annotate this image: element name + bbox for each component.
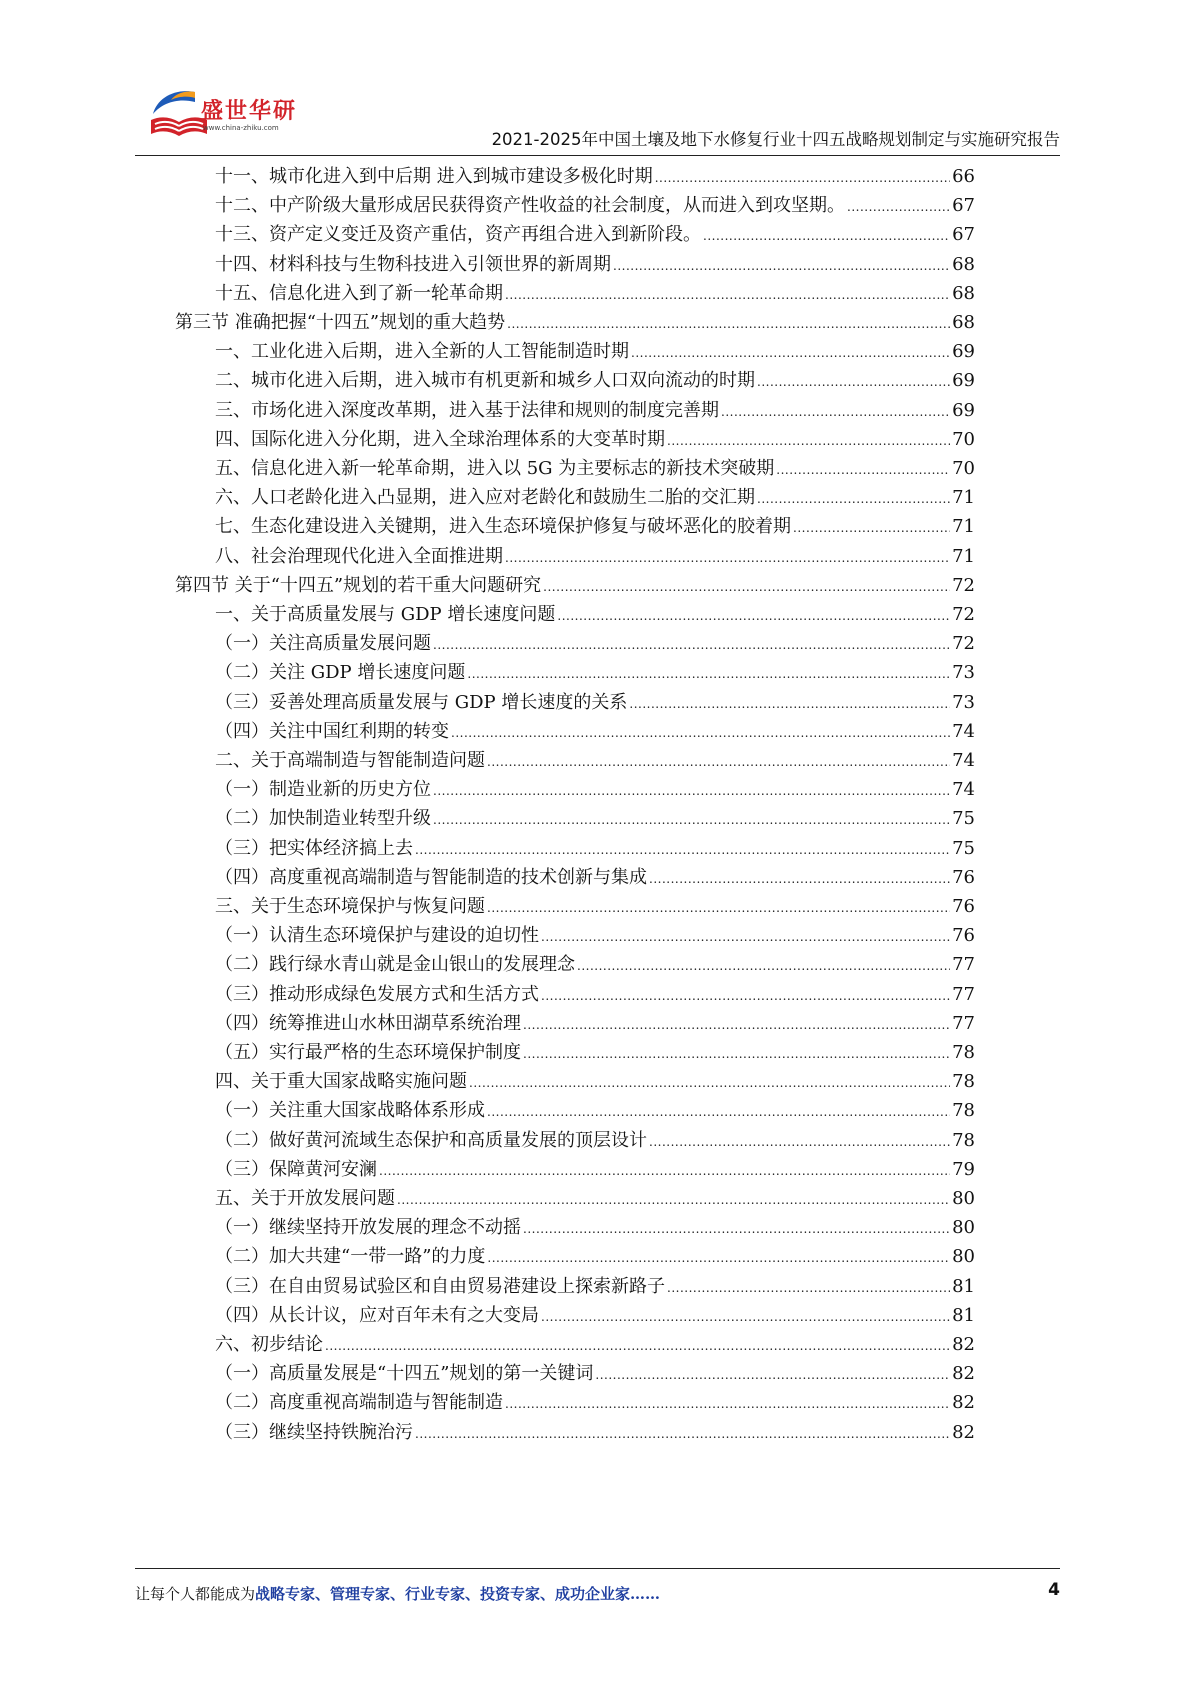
toc-entry[interactable] — [215, 630, 975, 658]
toc-leader-dots — [507, 310, 950, 338]
toc-entry[interactable] — [175, 572, 975, 600]
toc-entry-page: 72 — [952, 604, 975, 625]
toc-entry-page: 75 — [952, 837, 975, 859]
toc-entry-page: 73 — [952, 662, 975, 684]
toc-entry-page: 71 — [952, 545, 975, 567]
toc-entry-page: 66 — [952, 166, 975, 187]
toc-entry[interactable] — [215, 805, 975, 833]
toc-leader-dots — [776, 456, 950, 484]
toc-entry-title: 十五、信息化进入到了新一轮革命期 — [215, 282, 503, 304]
toc-leader-dots — [523, 1215, 950, 1243]
toc-entry[interactable] — [215, 1214, 975, 1242]
toc-entry-title: （一）制造业新的历史方位 — [215, 779, 431, 801]
toc-leader-dots — [433, 631, 950, 659]
toc-entry-page: 78 — [952, 1100, 975, 1122]
toc-entry-page: 76 — [952, 896, 975, 917]
toc-entry-title: 四、国际化进入分化期，进入全球治理体系的大变革时期 — [215, 428, 665, 450]
toc-leader-dots — [577, 952, 950, 980]
toc-entry-title: （一）关注重大国家战略体系形成 — [215, 1100, 485, 1122]
toc-leader-dots — [655, 164, 950, 192]
toc-entry-title: 三、市场化进入深度改革期，进入基于法律和规则的制度完善期 — [215, 399, 719, 421]
toc-entry[interactable] — [215, 280, 975, 308]
toc-entry[interactable] — [215, 659, 975, 687]
toc-entry[interactable] — [215, 893, 975, 921]
toc-entry-page: 69 — [952, 341, 975, 363]
toc-entry-page: 72 — [952, 633, 975, 655]
toc-entry-page: 78 — [952, 1071, 975, 1093]
toc-entry-page: 76 — [952, 925, 975, 947]
toc-entry-page: 67 — [952, 224, 975, 246]
logo-name: 盛世华研 — [201, 99, 298, 124]
page-number: 4 — [1048, 1580, 1060, 1600]
toc-entry[interactable] — [215, 1331, 975, 1359]
toc-leader-dots — [505, 544, 950, 572]
toc-leader-dots — [487, 894, 950, 922]
toc-entry[interactable] — [215, 1039, 975, 1067]
toc-entry-page: 73 — [952, 691, 975, 713]
header-divider — [135, 155, 1060, 156]
toc-leader-dots — [649, 1128, 950, 1156]
toc-entry-page: 75 — [952, 808, 975, 830]
toc-entry[interactable] — [215, 1360, 975, 1388]
toc-leader-dots — [379, 1157, 950, 1185]
toc-entry-page: 76 — [952, 866, 975, 888]
toc-entry-title: 五、信息化进入新一轮革命期，进入以 5G 为主要标志的新技术突破期 — [215, 458, 775, 479]
toc-entry[interactable] — [215, 163, 975, 191]
toc-entry[interactable] — [215, 1273, 975, 1301]
toc-leader-dots — [523, 1011, 950, 1039]
toc-leader-dots — [721, 398, 950, 426]
toc-entry-page: 81 — [952, 1304, 975, 1326]
toc-entry-title: （二）加快制造业转型升级 — [215, 808, 431, 830]
toc-entry-page: 79 — [952, 1158, 975, 1180]
toc-entry-page: 80 — [952, 1217, 975, 1239]
toc-leader-dots — [487, 1244, 950, 1272]
toc-entry-title: （一）关注高质量发展问题 — [215, 633, 431, 655]
toc-entry-title: 十一、城市化进入到中后期 进入到城市建设多极化时期 — [215, 166, 653, 187]
toc-entry-title: 四、关于重大国家战略实施问题 — [215, 1071, 467, 1093]
toc-leader-dots — [793, 514, 950, 542]
toc-entry[interactable] — [215, 367, 975, 395]
toc-leader-dots — [543, 573, 950, 601]
toc-entry-title: （五）实行最严格的生态环境保护制度 — [215, 1042, 521, 1063]
toc-entry[interactable] — [215, 689, 975, 717]
toc-entry[interactable] — [215, 397, 975, 425]
toc-leader-dots — [505, 1390, 950, 1418]
toc-entry-title: （二）做好黄河流域生态保护和高质量发展的顶层设计 — [215, 1129, 647, 1151]
toc-entry-title: （四）统筹推进山水林田湖草系统治理 — [215, 1012, 521, 1034]
toc-entry[interactable] — [175, 309, 975, 337]
toc-entry[interactable] — [215, 1419, 975, 1447]
toc-entry[interactable] — [215, 981, 975, 1009]
company-logo — [135, 78, 305, 148]
toc-entry-page: 68 — [952, 253, 975, 275]
footer-slogan-prefix: 让每个人都能成为 — [135, 1585, 256, 1603]
toc-entry-title: （二）加大共建“一带一路”的力度 — [215, 1246, 486, 1268]
toc-entry-title: （四）关注中国红利期的转变 — [215, 720, 449, 742]
toc-entry-title: 第三节 准确把握“十四五”规划的重大趋势 — [175, 312, 506, 333]
toc-entry-page: 72 — [952, 574, 975, 596]
toc-entry[interactable] — [215, 747, 975, 775]
toc-entry[interactable] — [215, 601, 975, 629]
toc-entry[interactable] — [215, 1068, 975, 1096]
toc-leader-dots — [541, 1303, 950, 1331]
toc-entry-title: （三）保障黄河安澜 — [215, 1158, 377, 1180]
toc-entry-page: 78 — [952, 1129, 975, 1151]
toc-entry-page: 81 — [952, 1275, 975, 1297]
toc-entry-title: 十三、资产定义变迁及资产重估，资产再组合进入到新阶段。 — [215, 224, 701, 246]
toc-entry-title: （一）认清生态环境保护与建设的迫切性 — [215, 925, 539, 947]
toc-entry[interactable] — [215, 922, 975, 950]
toc-entry-title: 五、关于开放发展问题 — [215, 1188, 395, 1209]
toc-entry[interactable] — [215, 251, 975, 279]
toc-entry[interactable] — [215, 1185, 975, 1213]
toc-entry[interactable] — [215, 1010, 975, 1038]
toc-leader-dots — [757, 485, 950, 513]
toc-leader-dots — [523, 1040, 950, 1068]
toc-entry-page: 82 — [952, 1363, 975, 1385]
toc-entry-page: 74 — [952, 720, 975, 742]
toc-entry-title: （三）推动形成绿色发展方式和生活方式 — [215, 983, 539, 1005]
toc-leader-dots — [415, 1420, 950, 1448]
toc-leader-dots — [433, 777, 950, 805]
toc-entry-title: 六、人口老龄化进入凸显期，进入应对老龄化和鼓励生二胎的交汇期 — [215, 487, 755, 509]
toc-leader-dots — [613, 252, 950, 280]
toc-leader-dots — [505, 281, 950, 309]
toc-leader-dots — [757, 368, 950, 396]
toc-entry-title: （三）在自由贸易试验区和自由贸易港建设上探索新路子 — [215, 1275, 665, 1297]
toc-entry[interactable] — [215, 835, 975, 863]
toc-entry[interactable] — [215, 543, 975, 571]
toc-entry-page: 69 — [952, 399, 975, 421]
toc-leader-dots — [487, 1098, 950, 1126]
toc-entry[interactable] — [215, 513, 975, 541]
report-title: 2021-2025年中国土壤及地下水修复行业十四五战略规划制定与实施研究报告 — [491, 130, 1060, 149]
toc-entry-page: 74 — [952, 750, 975, 771]
toc-leader-dots — [667, 427, 950, 455]
toc-entry-page: 71 — [952, 487, 975, 509]
toc-entry[interactable] — [215, 1156, 975, 1184]
toc-entry-page: 70 — [952, 428, 975, 450]
toc-entry-title: （三）继续坚持铁腕治污 — [215, 1421, 413, 1443]
toc-entry-page: 77 — [952, 1012, 975, 1034]
toc-entry-title: （一）高质量发展是“十四五”规划的第一关键词 — [215, 1363, 594, 1385]
toc-leader-dots — [649, 865, 950, 893]
toc-leader-dots — [433, 806, 950, 834]
toc-entry-title: 一、关于高质量发展与 GDP 增长速度问题 — [215, 604, 556, 625]
toc-entry[interactable] — [215, 1127, 975, 1155]
toc-entry[interactable] — [215, 484, 975, 512]
toc-entry-title: （四）从长计议，应对百年未有之大变局 — [215, 1304, 539, 1326]
toc-leader-dots — [847, 193, 950, 221]
toc-entry-page: 78 — [952, 1042, 975, 1063]
toc-leader-dots — [325, 1332, 950, 1360]
toc-entry-title: 二、关于高端制造与智能制造问题 — [215, 750, 485, 771]
toc-entry-page: 82 — [952, 1334, 975, 1355]
toc-entry-title: 六、初步结论 — [215, 1334, 323, 1355]
toc-entry-page: 77 — [952, 983, 975, 1005]
toc-leader-dots — [631, 339, 950, 367]
footer-slogan-highlight: 战略专家、管理专家、行业专家、投资专家、成功企业家…… — [255, 1585, 661, 1603]
toc-leader-dots — [469, 1069, 950, 1097]
toc-entry[interactable] — [215, 221, 975, 249]
toc-entry-title: （三）把实体经济搞上去 — [215, 837, 413, 859]
toc-entry-page: 82 — [952, 1392, 975, 1414]
toc-entry-page: 69 — [952, 370, 975, 392]
toc-entry[interactable] — [215, 1302, 975, 1330]
toc-entry[interactable] — [215, 718, 975, 746]
toc-entry-page: 80 — [952, 1246, 975, 1268]
toc-entry-page: 71 — [952, 516, 975, 538]
toc-leader-dots — [541, 923, 950, 951]
toc-entry[interactable] — [215, 338, 975, 366]
toc-leader-dots — [415, 836, 950, 864]
toc-entry-page: 70 — [952, 458, 975, 479]
toc-leader-dots — [467, 660, 950, 688]
toc-entry[interactable] — [215, 864, 975, 892]
toc-entry[interactable] — [215, 1097, 975, 1125]
toc-entry-title: （二）高度重视高端制造与智能制造 — [215, 1392, 503, 1414]
toc-entry-page: 67 — [952, 195, 975, 217]
toc-entry-title: （二）关注 GDP 增长速度问题 — [215, 662, 466, 684]
toc-entry-page: 82 — [952, 1421, 975, 1443]
toc-entry-title: （四）高度重视高端制造与智能制造的技术创新与集成 — [215, 866, 647, 888]
toc-entry-page: 68 — [952, 312, 975, 333]
toc-entry[interactable] — [215, 1389, 975, 1417]
toc-entry[interactable] — [215, 192, 975, 220]
toc-leader-dots — [629, 690, 950, 718]
toc-entry[interactable] — [215, 1243, 975, 1271]
toc-entry-title: 七、生态化建设进入关键期，进入生态环境保护修复与破坏恶化的胶着期 — [215, 516, 791, 538]
toc-leader-dots — [451, 719, 950, 747]
toc-entry[interactable] — [215, 951, 975, 979]
toc-entry-page: 77 — [952, 954, 975, 976]
toc-entry[interactable] — [215, 426, 975, 454]
toc-entry-title: （三）妥善处理高质量发展与 GDP 增长速度的关系 — [215, 691, 628, 713]
toc-entry-title: 第四节 关于“十四五”规划的若干重大问题研究 — [175, 574, 542, 596]
footer-divider — [135, 1568, 1060, 1569]
toc-entry[interactable] — [215, 776, 975, 804]
toc-leader-dots — [487, 748, 950, 776]
toc-entry-page: 68 — [952, 282, 975, 304]
logo-url: www.china-zhiku.com — [203, 124, 279, 132]
toc-entry-title: 十二、中产阶级大量形成居民获得资产性收益的社会制度，从而进入到攻坚期。 — [215, 195, 845, 217]
toc-entry-title: （二）践行绿水青山就是金山银山的发展理念 — [215, 954, 575, 976]
toc-entry-title: 二、城市化进入后期，进入城市有机更新和城乡人口双向流动的时期 — [215, 370, 755, 392]
toc-entry-page: 80 — [952, 1188, 975, 1209]
toc-entry-page: 74 — [952, 779, 975, 801]
toc-entry-title: 八、社会治理现代化进入全面推进期 — [215, 545, 503, 567]
toc-entry-title: （一）继续坚持开放发展的理念不动摇 — [215, 1217, 521, 1239]
toc-entry[interactable] — [215, 455, 975, 483]
toc-leader-dots — [557, 602, 950, 630]
toc-leader-dots — [397, 1186, 950, 1214]
toc-leader-dots — [667, 1274, 950, 1302]
toc-leader-dots — [595, 1361, 950, 1389]
toc-entry-title: 一、工业化进入后期，进入全新的人工智能制造时期 — [215, 341, 629, 363]
toc-leader-dots — [541, 982, 950, 1010]
toc-entry-title: 十四、材料科技与生物科技进入引领世界的新周期 — [215, 253, 611, 275]
toc-leader-dots — [703, 222, 950, 250]
toc-entry-title: 三、关于生态环境保护与恢复问题 — [215, 896, 485, 917]
footer-slogan — [135, 1583, 660, 1604]
page-header — [135, 78, 1060, 156]
